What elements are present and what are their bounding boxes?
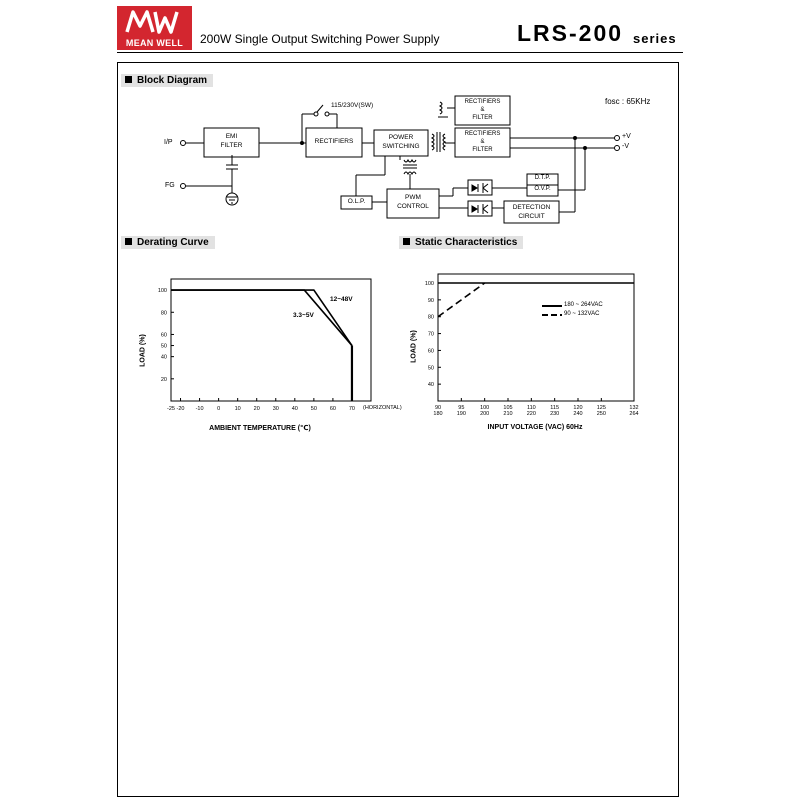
bd-switch-label: 115/230V(SW) bbox=[331, 102, 374, 109]
static-x-tick-label-bottom: 264 bbox=[629, 411, 639, 417]
static-x-tick-label-top: 120 bbox=[573, 405, 583, 411]
bd-out-pos: +V bbox=[622, 133, 631, 140]
bd-rectifiers: RECTIFIERS bbox=[314, 138, 354, 145]
derating-x-tick-label: 10 bbox=[234, 406, 241, 412]
static-x-tick-label-bottom: 230 bbox=[550, 411, 560, 417]
derating-x-tick-label: 60 bbox=[329, 406, 336, 412]
static-x-tick-label-top: 110 bbox=[526, 405, 536, 411]
derating-curve-heading: Derating Curve bbox=[121, 236, 215, 249]
static-y-tick-label: 100 bbox=[424, 281, 434, 287]
derating-y-tick-label: 100 bbox=[157, 288, 167, 295]
derating-x-tick-label: 0 bbox=[217, 406, 221, 412]
bd-fosc: fosc : 65KHz bbox=[605, 97, 651, 106]
model-title: LRS-200 bbox=[517, 20, 624, 46]
static-y-tick-label: 70 bbox=[427, 331, 434, 338]
derating-y-tick-label: 40 bbox=[160, 354, 167, 361]
derating-x-tick-label: -25 bbox=[167, 406, 175, 412]
logo-text: MEAN WELL bbox=[125, 38, 184, 48]
static-legend-solid: 180 ~ 264VAC bbox=[564, 302, 603, 308]
bd-out-neg: -V bbox=[622, 143, 629, 150]
static-x-tick-label-top: 105 bbox=[503, 405, 513, 411]
derating-x-tick-label: -20 bbox=[176, 406, 185, 412]
block-diagram-heading: Block Diagram bbox=[121, 74, 213, 87]
bd-dtp: D.T.P. bbox=[534, 175, 551, 181]
static-x-tick-label-bottom: 250 bbox=[596, 411, 606, 417]
derating-x-tick-label: 70 bbox=[348, 406, 356, 412]
static-x-label: INPUT VOLTAGE (VAC) 60Hz bbox=[487, 424, 583, 431]
static-y-tick-label: 60 bbox=[427, 348, 434, 355]
static-characteristics-heading: Static Characteristics bbox=[399, 236, 523, 249]
derating-y-tick-label: 50 bbox=[160, 343, 167, 350]
bd-emi-filter: EMI FILTER bbox=[220, 133, 243, 149]
static-x-tick-label-bottom: 240 bbox=[573, 411, 583, 417]
header-divider bbox=[117, 52, 683, 53]
derating-horizontal-note: (HORIZONTAL) bbox=[363, 405, 402, 411]
bd-ip-label: I/P bbox=[164, 139, 173, 146]
bd-power-switching: POWER SWITCHING bbox=[382, 134, 420, 150]
mean-well-logo bbox=[117, 6, 192, 50]
derating-x-label: AMBIENT TEMPERATURE (℃) bbox=[209, 425, 311, 432]
bd-olp: O.L.P. bbox=[347, 198, 366, 205]
derating-y-tick-label: 20 bbox=[160, 376, 167, 383]
derating-y-label: LOAD (%) bbox=[139, 334, 147, 367]
static-y-tick-label: 90 bbox=[427, 297, 434, 304]
bd-fg-label: FG bbox=[165, 182, 175, 189]
bd-detection: DETECTION CIRCUIT bbox=[512, 204, 551, 220]
derating-x-tick-label: 50 bbox=[310, 406, 317, 412]
static-x-tick-label-bottom: 200 bbox=[480, 411, 490, 417]
static-y-label: LOAD (%) bbox=[410, 330, 418, 363]
static-y-tick-label: 80 bbox=[427, 314, 434, 321]
static-legend-dashed: 90 ~ 132VAC bbox=[564, 311, 600, 317]
static-x-tick-label-top: 132 bbox=[629, 405, 639, 411]
derating-x-tick-label: 30 bbox=[272, 406, 279, 412]
bd-rect-filter-main: RECTIFIERS & FILTER bbox=[464, 131, 501, 153]
page-subtitle: 200W Single Output Switching Power Supply bbox=[200, 32, 440, 46]
bd-ovp: O.V.P. bbox=[534, 186, 551, 192]
logo-mark-icon bbox=[125, 8, 183, 34]
static-x-tick-label-top: 95 bbox=[458, 405, 465, 411]
static-y-tick-label: 50 bbox=[427, 365, 434, 372]
static-x-tick-label-top: 100 bbox=[480, 405, 490, 411]
static-x-tick-label-bottom: 190 bbox=[456, 411, 466, 417]
bd-rect-filter-top: RECTIFIERS & FILTER bbox=[464, 99, 501, 121]
static-x-tick-label-top: 115 bbox=[550, 405, 560, 411]
derating-annotation-12-48v: 12~48V bbox=[330, 296, 353, 303]
derating-x-tick-label: 40 bbox=[291, 406, 298, 412]
static-y-tick-label: 40 bbox=[427, 382, 434, 389]
static-x-tick-label-top: 125 bbox=[596, 405, 606, 411]
bd-pwm-control: PWM CONTROL bbox=[397, 194, 429, 210]
static-x-tick-label-top: 90 bbox=[434, 405, 442, 411]
derating-x-tick-label: -10 bbox=[195, 406, 204, 412]
derating-x-tick-label: 20 bbox=[253, 406, 260, 412]
static-x-tick-label-bottom: 220 bbox=[526, 411, 536, 417]
derating-y-tick-label: 60 bbox=[160, 332, 167, 339]
series-label: series bbox=[633, 31, 677, 46]
static-x-tick-label-bottom: 180 bbox=[433, 411, 443, 417]
derating-y-tick-label: 80 bbox=[160, 310, 167, 317]
derating-annotation-3-5v: 3.3~5V bbox=[293, 312, 314, 319]
static-x-tick-label-bottom: 210 bbox=[503, 411, 513, 417]
